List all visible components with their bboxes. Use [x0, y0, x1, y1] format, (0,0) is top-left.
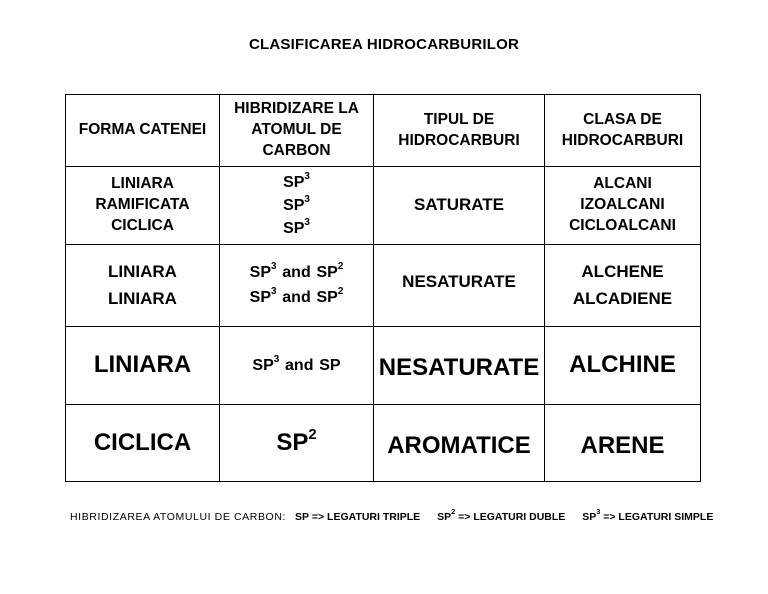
formula-exponent: 3 [270, 285, 277, 297]
formula-exponent: 2 [451, 507, 456, 517]
formula-connector: and [282, 288, 311, 306]
page-title: CLASIFICAREA HIDROCARBURILOR [248, 36, 520, 53]
cell-text: NESATURATE [378, 354, 540, 382]
formula-exponent: 3 [304, 194, 310, 206]
cell-tip [374, 245, 545, 327]
header-hibridizare [220, 95, 374, 167]
cell-text: CICLOALCANI [569, 216, 676, 234]
cell-forma [66, 405, 220, 482]
formula-base: SP [316, 288, 338, 306]
cell-clasa [545, 167, 701, 245]
cell-hibridizare [220, 405, 374, 482]
cell-text: ALCHENE [581, 262, 664, 282]
header-text: CLASA DE [583, 110, 662, 128]
formula [220, 217, 373, 240]
formula [220, 261, 373, 286]
header-text: ATOMUL DE [251, 121, 342, 139]
cell-text: ALCHINE [569, 351, 676, 379]
formula-exponent: 3 [596, 507, 601, 517]
formula-base: SP [316, 263, 338, 281]
classification-table [65, 94, 701, 482]
header-text: FORMA CATENEI [78, 121, 207, 139]
cell-hibridizare [220, 245, 374, 327]
footnote-intro: HIBRIDIZAREA ATOMULUI DE CARBON: [70, 511, 287, 523]
cell-hibridizare [220, 167, 374, 245]
formula-exponent: 3 [273, 353, 280, 365]
legend-footnote [70, 507, 720, 523]
footnote-text: => LEGATURI DUBLE [455, 511, 566, 523]
cell-clasa [545, 245, 701, 327]
cell-text: ALCADIENE [572, 288, 673, 308]
table-header-row [66, 95, 701, 167]
footnote-item [437, 507, 566, 523]
footnote-text: => LEGATURI TRIPLE [308, 511, 421, 523]
cell-forma [66, 167, 220, 245]
formula-exponent: 3 [304, 170, 310, 182]
cell-text: IZOALCANI [580, 196, 665, 214]
formula-base: SP [283, 196, 305, 214]
formula-exponent: 2 [337, 285, 344, 297]
cell-text: NESATURATE [402, 272, 516, 291]
cell-text: CICLICA [93, 428, 192, 456]
formula-base: SP [319, 356, 341, 374]
cell-text: RAMIFICATA [95, 196, 190, 214]
cell-tip [374, 405, 545, 482]
footnote-item [295, 511, 420, 523]
header-text: HIBRIDIZARE LA [234, 100, 359, 118]
header-forma-catenei [66, 95, 220, 167]
cell-clasa [545, 327, 701, 405]
cell-clasa [545, 405, 701, 482]
footnote-item [582, 507, 714, 523]
header-text: CARBON [262, 141, 331, 159]
header-text: HIDROCARBURI [398, 131, 520, 149]
cell-tip [374, 327, 545, 405]
table-row [66, 167, 701, 245]
formula-base: SP [582, 511, 597, 523]
formula-exponent: 2 [337, 260, 344, 272]
formula [220, 286, 373, 311]
formula-base: SP [276, 428, 309, 456]
formula [220, 171, 373, 194]
cell-text: ALCANI [593, 175, 652, 193]
cell-text: LINIARA [111, 175, 174, 193]
header-text: TIPUL DE [423, 110, 495, 128]
footnote-text: => LEGATURI SIMPLE [600, 511, 714, 523]
table-row [66, 405, 701, 482]
formula-connector: and [285, 356, 314, 374]
cell-forma [66, 245, 220, 327]
header-text: HIDROCARBURI [561, 131, 684, 149]
header-tipul [374, 95, 545, 167]
cell-text: SATURATE [413, 195, 505, 215]
formula [276, 426, 317, 456]
formula-base: SP [249, 288, 271, 306]
formula-exponent: 3 [304, 217, 310, 229]
header-clasa [545, 95, 701, 167]
cell-text: LINIARA [108, 288, 177, 308]
formula-base: SP [283, 173, 305, 191]
cell-text: CICLICA [111, 216, 174, 234]
formula [220, 194, 373, 217]
table-row [66, 327, 701, 405]
formula-base: SP [283, 220, 305, 238]
cell-hibridizare [220, 327, 374, 405]
table-row [66, 245, 701, 327]
formula-base: SP [437, 511, 452, 523]
formula [252, 353, 341, 374]
cell-text: LINIARA [93, 351, 192, 379]
formula-base: SP [252, 356, 274, 374]
cell-text: LINIARA [108, 262, 177, 282]
cell-forma [66, 327, 220, 405]
cell-text: AROMATICE [387, 431, 531, 459]
formula-exponent: 3 [270, 260, 277, 272]
cell-tip [374, 167, 545, 245]
cell-text: ARENE [580, 431, 665, 459]
formula-connector: and [282, 263, 311, 281]
formula-exponent: 2 [308, 426, 317, 443]
formula-base: SP [294, 511, 309, 523]
formula-base: SP [249, 263, 271, 281]
